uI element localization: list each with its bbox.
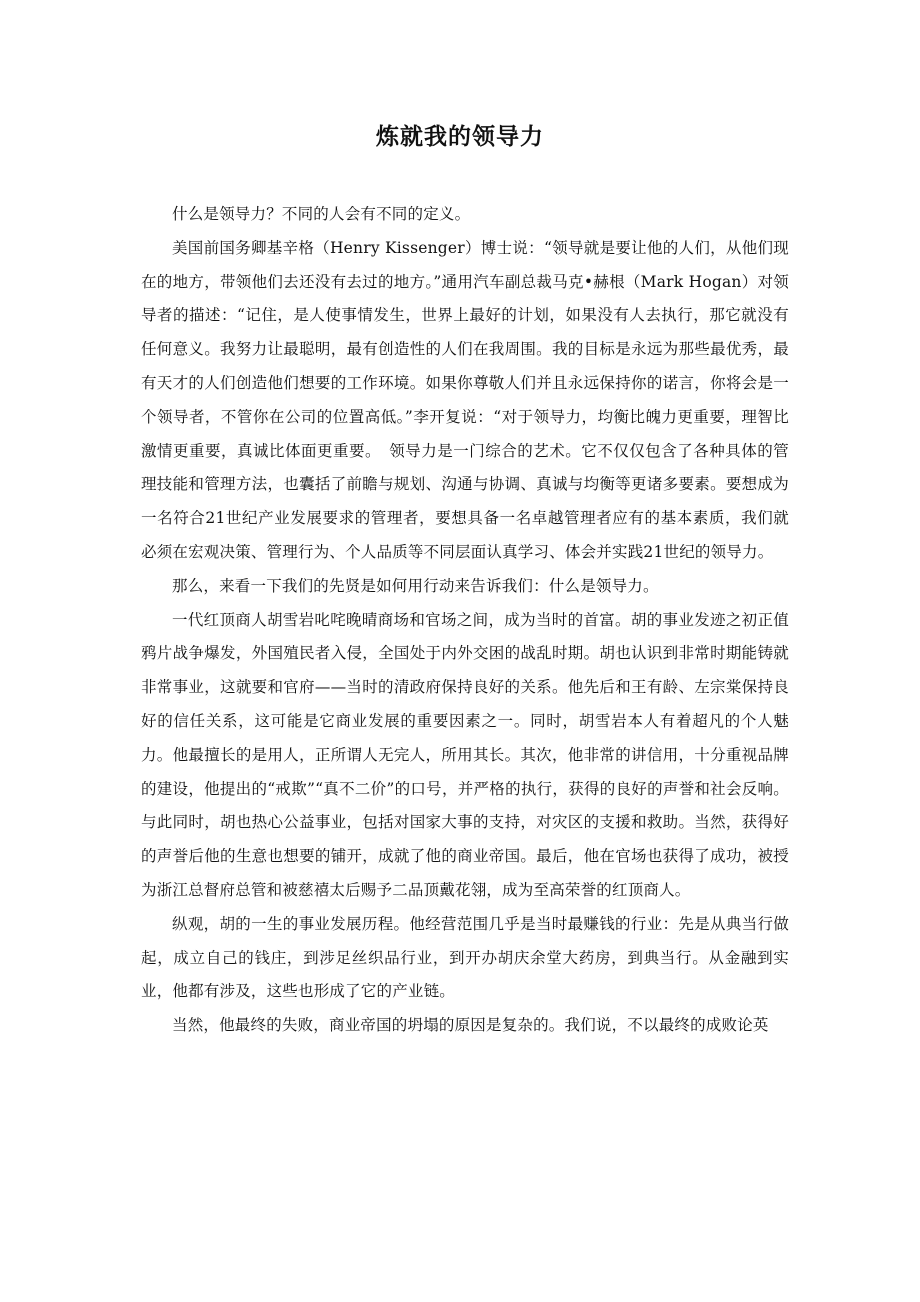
document-body [141, 198, 789, 1043]
paragraph: 什么是领导力？不同的人会有不同的定义。 [172, 205, 471, 223]
paragraph: 纵观，胡的一生的事业发展历程。他经营范围几乎是当时最赚钱的行业：先是从典当行做起，成立自己的钱庄，到涉足丝织品行业，到开办胡庆余堂大药房，到典当行。从金融到实业，他都有涉及，这些也形成了它的产业链。 [141, 914, 789, 1001]
paragraph: 那么，来看一下我们的先贤是如何用行动来告诉我们：什么是领导力。 [172, 576, 659, 595]
paragraph: 一代红顶商人胡雪岩叱咤晚晴商场和官场之间，成为当时的首富。胡的事业发迹之初正值鸦片战争爆发，外国殖民者入侵，全国处于内外交困的战乱时期。胡也认识到非常时期能铸就非常事业，这就要和官府——当时的清政府保持良好的关系。他先后和王有龄、左宗棠保持良好的信任关系，这可能是它商业发展的重要因素之一。同时，胡雪岩本人有着超凡的个人魅力。他最擅长的是用人，正所谓人无完人，所用其长。其次，他非常的讲信用，十分重视品牌的建设，他提出的“戒欺”“真不二价”的口号，并严格的执行，获得的良好的声誉和社会反响。与此同时，胡也热心公益事业，包括对国家大事的支持，对灾区的支援和救助。当然，获得好的声誉后他的生意也想要的铺开，成就了他的商业帝国。最后，他在官场也获得了成功，被授为浙江总督府总管和被慈禧太后赐予二品顶戴花翎，成为至高荣誉的红顶商人。 [141, 610, 789, 899]
paragraph: 当然，他最终的失败，商业帝国的坍塌的原因是复杂的。我们说，不以最终的成败论英 [172, 1016, 769, 1035]
document-title: 炼就我的领导力 [376, 124, 544, 150]
paragraph: 美国前国务卿基辛格（Henry Kissenger）博士说：“领导就是要让他的人们，从他们现在的地方，带领他们去还没有去过的地方。”通用汽车副总裁马克•赫根（Mark Hogan）对领导者的描述：“记住，是人使事情发生，世界上最好的计划，如果没有人去执行，那它就没有任何意义。我努力让最聪明，最有创造性的人们在我周围。我的目标是永远为那些最优秀，最有天才的人们创造他们想要的工作环境。如果你尊敬人们并且永远保持你的诺言，你将会是一个领导者，不管你在公司的位置高低。”李开复说：“对于领导力，均衡比魄力更重要，理智比激情更重要，真诚比体面更重要。 领导力是一门综合的艺术。它不仅仅包含了各种具体的管理技能和管理方法，也囊括了前瞻与规划、沟通与协调、真诚与均衡等更诸多要素。要想成为一名符合21世纪产业发展要求的管理者，要想具备一名卓越管理者应有的基本素质，我们就必须在宏观决策、管理行为、个人品质等不同层面认真学习、体会并实践21世纪的领导力。 [141, 238, 789, 561]
